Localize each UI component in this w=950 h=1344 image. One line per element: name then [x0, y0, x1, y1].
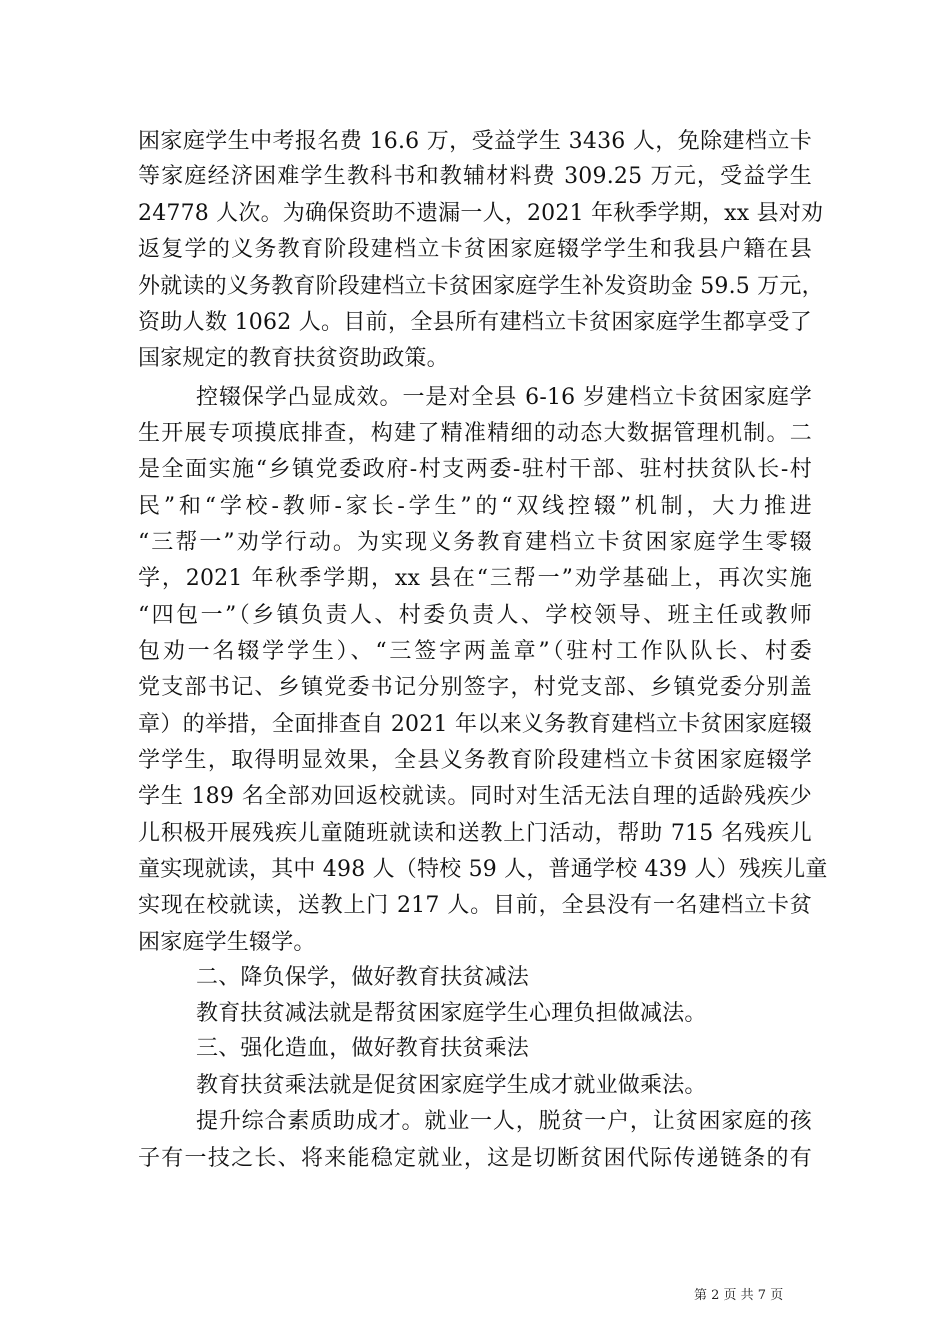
paragraph-line: 学，2021 年秋季学期，xx 县在“三帮一”劝学基础上，再次实施	[138, 566, 812, 591]
paragraph-line: 是全面实施“乡镇党委政府-村支两委-驻村干部、驻村扶贫队长-村	[138, 457, 812, 482]
section-heading: 二、降负保学，做好教育扶贫减法	[196, 965, 530, 990]
paragraph-line: 民”和“学校-教师-家长-学生”的“双线控辍”机制，大力推进	[138, 494, 812, 519]
paragraph-line: 控辍保学凸显成效。一是对全县 6-16 岁建档立卡贫困家庭学	[196, 385, 812, 410]
paragraph-line: 党支部书记、乡镇党委书记分别签字，村党支部、乡镇党委分别盖	[138, 675, 812, 700]
paragraph-line: 章）的举措，全面排查自 2021 年以来义务教育建档立卡贫困家庭辍	[138, 712, 812, 737]
section-heading: 三、强化造血，做好教育扶贫乘法	[196, 1036, 530, 1061]
paragraph-line: 学生 189 名全部劝回返校就读。同时对生活无法自理的适龄残疾少	[138, 784, 812, 809]
paragraph-line: 童实现就读，其中 498 人（特校 59 人，普通学校 439 人）残疾儿童	[138, 857, 828, 882]
paragraph-line: 实现在校就读，送教上门 217 人。目前，全县没有一名建档立卡贫	[138, 893, 812, 918]
paragraph-line: 学学生，取得明显效果，全县义务教育阶段建档立卡贫困家庭辍学	[138, 748, 812, 773]
paragraph-line: 资助人数 1062 人。目前，全县所有建档立卡贫困家庭学生都享受了	[138, 310, 812, 335]
paragraph-line: 提升综合素质助成才。就业一人，脱贫一户，让贫困家庭的孩	[196, 1109, 812, 1134]
paragraph-line: 困家庭学生辍学。	[138, 930, 316, 955]
paragraph-line: 生开展专项摸底排查，构建了精准精细的动态大数据管理机制。二	[138, 421, 812, 446]
paragraph-line: 返复学的义务教育阶段建档立卡贫困家庭辍学学生和我县户籍在县	[138, 237, 812, 262]
paragraph-line: 包劝一名辍学学生）、“三签字两盖章”（驻村工作队队长、村委	[138, 639, 812, 664]
paragraph-line: 教育扶贫减法就是帮贫困家庭学生心理负担做减法。	[196, 1001, 707, 1026]
paragraph-line: 外就读的义务教育阶段建档立卡贫困家庭学生补发资助金 59.5 万元，	[138, 274, 824, 299]
paragraph-line: 24778 人次。为确保资助不遗漏一人，2021 年秋季学期，xx 县对劝	[138, 201, 824, 226]
paragraph-line: 等家庭经济困难学生教科书和教辅材料费 309.25 万元，受益学生	[138, 164, 812, 189]
paragraph-line: 困家庭学生中考报名费 16.6 万，受益学生 3436 人，免除建档立卡	[138, 129, 812, 154]
paragraph-line: 教育扶贫乘法就是促贫困家庭学生成才就业做乘法。	[196, 1073, 707, 1098]
page-number: 第 2 页 共 7 页	[694, 1288, 784, 1303]
paragraph-line: 儿积极开展残疾儿童随班就读和送教上门活动，帮助 715 名残疾儿	[138, 821, 812, 846]
paragraph-line: “四包一”（乡镇负责人、村委负责人、学校领导、班主任或教师	[138, 603, 812, 628]
paragraph-line: 国家规定的教育扶贫资助政策。	[138, 346, 449, 371]
paragraph-line: “三帮一”劝学行动。为实现义务教育建档立卡贫困家庭学生零辍	[138, 530, 812, 555]
paragraph-line: 子有一技之长、将来能稳定就业，这是切断贫困代际传递链条的有	[138, 1146, 812, 1171]
